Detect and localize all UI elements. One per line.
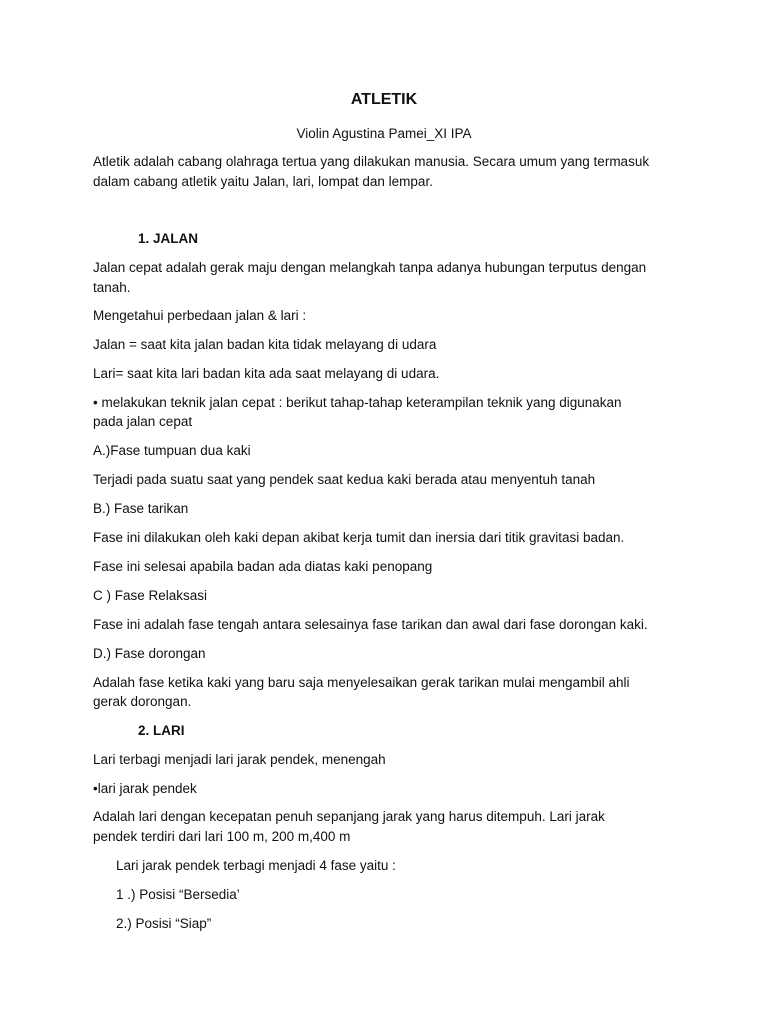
list-item: 2.) Posisi “Siap” — [116, 916, 212, 931]
list-item: 1 .) Posisi “Bersedia’ — [116, 887, 240, 902]
phase-b-text-1: Fase ini dilakukan oleh kaki depan akibat kerja tumit dan inersia dari titik gravitasi badan. — [93, 530, 625, 545]
paragraph-line: Adalah lari dengan kecepatan penuh sepanjang jarak yang harus ditempuh. Lari jarak — [93, 809, 605, 824]
indented-paragraph: Lari jarak pendek terbagi menjadi 4 fase yaitu : — [116, 858, 396, 873]
phase-b-title: B.) Fase tarikan — [93, 501, 189, 516]
paragraph: Mengetahui perbedaan jalan & lari : — [93, 308, 307, 323]
paragraph-line: Jalan cepat adalah gerak maju dengan melangkah tanpa adanya hubungan terputus dengan — [93, 260, 647, 275]
phase-b-text-2: Fase ini selesai apabila badan ada diatas kaki penopang — [93, 559, 433, 574]
phase-a-title: A.)Fase tumpuan dua kaki — [93, 443, 251, 458]
phase-d-text-line-1: Adalah fase ketika kaki yang baru saja menyelesaikan gerak tarikan mulai mengambil ahli — [93, 675, 630, 690]
intro-paragraph-line-1: Atletik adalah cabang olahraga tertua yang dilakukan manusia. Secara umum yang termasuk — [93, 154, 650, 169]
paragraph: Lari= saat kita lari badan kita ada saat melayang di udara. — [93, 366, 440, 381]
phase-d-title: D.) Fase dorongan — [93, 646, 206, 661]
phase-d-text-line-2: gerak dorongan. — [93, 694, 192, 709]
phase-c-text: Fase ini adalah fase tengah antara selesainya fase tarikan dan awal dari fase dorongan kaki. — [93, 617, 648, 632]
bullet-paragraph: •lari jarak pendek — [93, 781, 197, 796]
phase-a-text: Terjadi pada suatu saat yang pendek saat kedua kaki berada atau menyentuh tanah — [93, 472, 596, 487]
paragraph: Jalan = saat kita jalan badan kita tidak melayang di udara — [93, 337, 437, 352]
paragraph-line: tanah. — [93, 280, 131, 295]
paragraph: Lari terbagi menjadi lari jarak pendek, menengah — [93, 752, 386, 767]
phase-c-title: C ) Fase Relaksasi — [93, 588, 208, 603]
paragraph-line: pendek terdiri dari lari 100 m, 200 m,400 m — [93, 829, 351, 844]
document-author: Violin Agustina Pamei_XI IPA — [296, 126, 472, 141]
intro-paragraph-line-2: dalam cabang atletik yaitu Jalan, lari, lompat dan lempar. — [93, 174, 433, 189]
document-title: ATLETIK — [350, 91, 418, 108]
section-heading-lari: 2. LARI — [138, 723, 185, 738]
section-heading-jalan: 1. JALAN — [138, 231, 199, 246]
bullet-paragraph-line: • melakukan teknik jalan cepat : berikut tahap-tahap keterampilan teknik yang digunakan — [93, 395, 622, 410]
bullet-paragraph-line: pada jalan cepat — [93, 414, 193, 429]
